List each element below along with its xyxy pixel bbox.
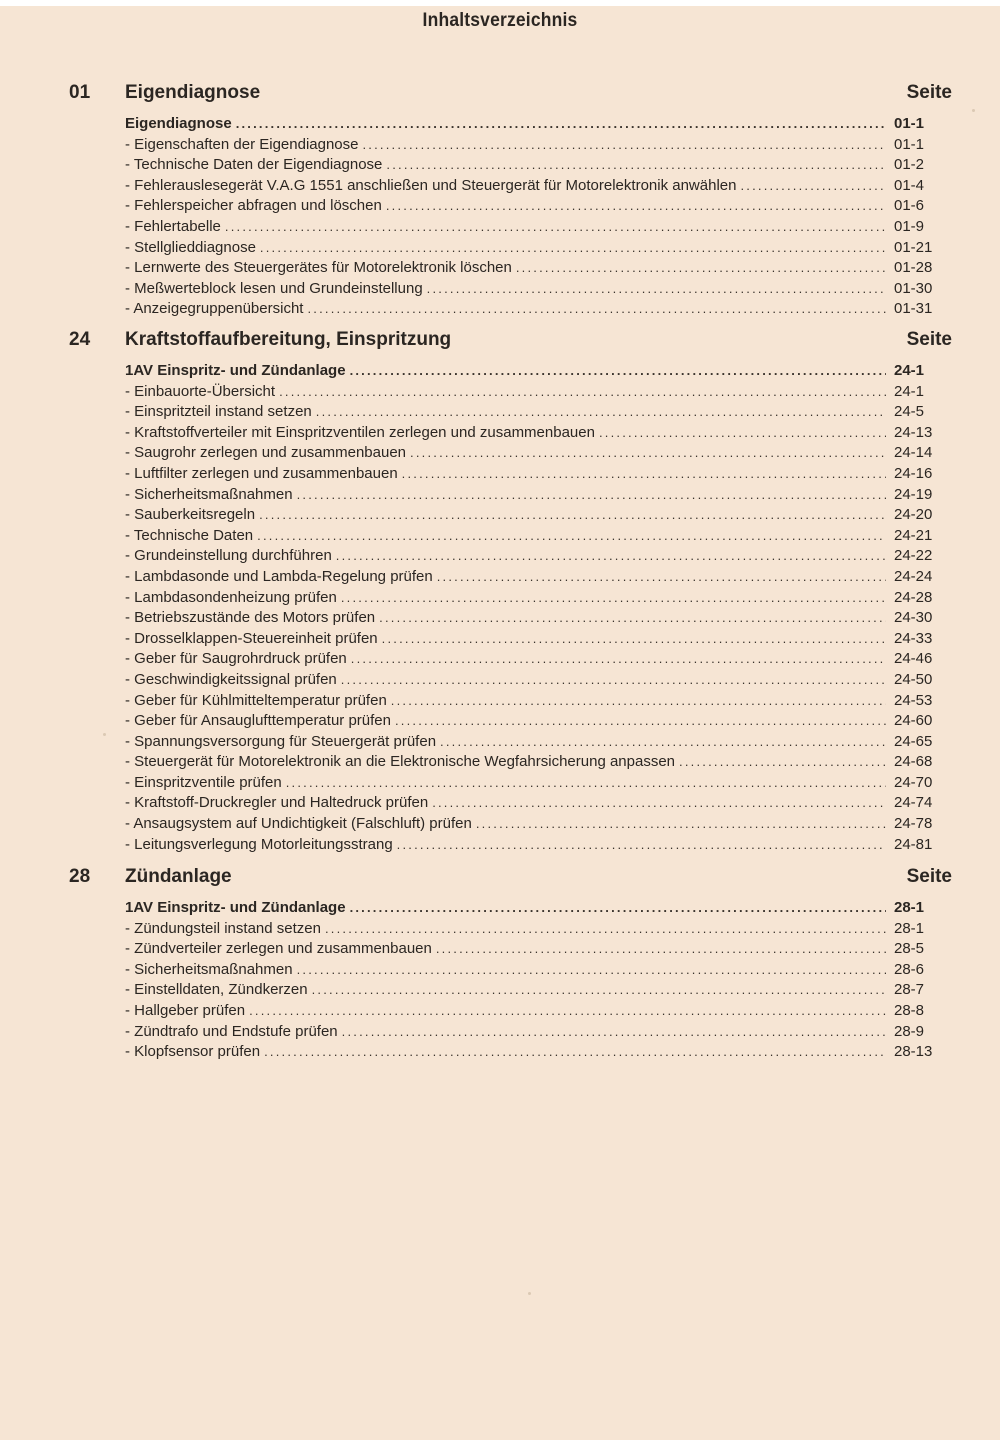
entry-label: - Lernwerte des Steuergerätes für Motorelektronik löschen <box>125 259 512 277</box>
toc-entry <box>125 135 948 156</box>
page-number: 24-78 <box>894 815 933 833</box>
page-number: 24-60 <box>894 712 933 730</box>
toc-entry <box>125 980 948 1001</box>
toc-entry <box>125 423 948 444</box>
paper-speck <box>103 733 106 736</box>
dot-leader <box>312 980 886 1001</box>
entry-label: - Fehlerauslesegerät V.A.G 1551 anschließen und Steuergerät für Motorelektronik anwählen <box>125 176 737 194</box>
page-number: 01-4 <box>894 176 925 194</box>
entry-label: - Sauberkeitsregeln <box>125 506 256 524</box>
toc-entry <box>125 835 948 856</box>
page-number: 01-2 <box>894 156 925 174</box>
page-number: 24-50 <box>894 670 933 688</box>
dot-leader <box>350 898 886 919</box>
entry-label: - Eigenschaften der Eigendiagnose <box>125 135 359 153</box>
section-title: Zündanlage <box>125 866 232 887</box>
page-number: 28-7 <box>894 981 925 999</box>
dot-leader <box>386 155 886 176</box>
page-number: 01-6 <box>894 197 925 215</box>
dot-leader <box>410 443 886 464</box>
dot-leader <box>350 361 886 382</box>
entry-label: - Zündtrafo und Endstufe prüfen <box>125 1022 338 1040</box>
toc-entries <box>0 361 1000 855</box>
toc-entry <box>125 176 948 197</box>
page-number: 24-1 <box>894 382 925 400</box>
entry-label: - Spannungsversorgung für Steuergerät prüfen <box>125 732 437 750</box>
toc-entry <box>125 960 948 981</box>
dot-leader <box>336 546 886 567</box>
dot-leader <box>363 135 887 156</box>
entry-label: - Grundeinstellung durchführen <box>125 547 332 565</box>
page-number: 24-28 <box>894 588 933 606</box>
entry-label: - Geschwindigkeitssignal prüfen <box>125 670 337 688</box>
toc-entry <box>125 629 948 650</box>
dot-leader <box>395 711 886 732</box>
toc-subheading <box>125 898 948 919</box>
dot-leader <box>740 176 886 197</box>
toc-entry <box>125 279 948 300</box>
entry-label: - Klopfsensor prüfen <box>125 1043 261 1061</box>
entry-label: - Geber für Saugrohrdruck prüfen <box>125 650 347 668</box>
entry-label: - Anzeigegruppenübersicht <box>125 300 304 318</box>
dot-leader <box>351 649 886 670</box>
page-number: 28-9 <box>894 1022 925 1040</box>
toc-entry <box>125 464 948 485</box>
entry-label: - Zündungsteil instand setzen <box>125 919 321 937</box>
entry-label: - Saugrohr zerlegen und zusammenbauen <box>125 444 407 462</box>
toc-entries <box>0 898 1000 1063</box>
dot-leader <box>341 670 886 691</box>
section-number: 28 <box>69 866 91 887</box>
toc-entry <box>125 443 948 464</box>
toc-entry <box>125 752 948 773</box>
section-header <box>0 866 1000 898</box>
dot-leader <box>679 752 886 773</box>
toc-entry <box>125 1001 948 1022</box>
dot-leader <box>316 402 886 423</box>
dot-leader <box>516 258 886 279</box>
page-number: 24-68 <box>894 753 933 771</box>
toc-entry <box>125 588 948 609</box>
dot-leader <box>249 1001 886 1022</box>
toc-entry <box>125 1042 948 1063</box>
seite-label: Seite <box>906 82 952 103</box>
dot-leader <box>382 629 886 650</box>
entry-label: Eigendiagnose <box>125 115 232 132</box>
entry-label: - Steuergerät für Motorelektronik an die Elektronische Wegfahrsicherung anpassen <box>125 753 676 771</box>
entry-label: - Einbauorte-Übersicht <box>125 382 276 400</box>
toc-entry <box>125 485 948 506</box>
page-number: 24-81 <box>894 835 933 853</box>
toc-entries <box>0 114 1000 320</box>
toc-entry <box>125 793 948 814</box>
paper-speck <box>972 109 975 112</box>
toc-entry <box>125 155 948 176</box>
dot-leader <box>397 835 886 856</box>
dot-leader <box>436 939 886 960</box>
page-number: 01-1 <box>894 135 925 153</box>
section-header <box>0 82 1000 114</box>
toc-entry <box>125 732 948 753</box>
entry-label: - Luftfilter zerlegen und zusammenbauen <box>125 464 398 482</box>
entry-label: - Kraftstoffverteiler mit Einspritzventilen zerlegen und zusammenbauen <box>125 423 595 441</box>
dot-leader <box>264 1042 886 1063</box>
page-number: 01-21 <box>894 238 933 256</box>
page-number: 24-19 <box>894 485 933 503</box>
toc-entry <box>125 939 948 960</box>
seite-label: Seite <box>906 329 952 350</box>
entry-label: - Kraftstoff-Druckregler und Haltedruck prüfen <box>125 794 429 812</box>
dot-leader <box>402 464 886 485</box>
page-number: 24-70 <box>894 773 933 791</box>
page-number: 01-1 <box>894 115 925 132</box>
document-page <box>0 6 1000 1440</box>
page-number: 24-16 <box>894 464 933 482</box>
page-number: 28-1 <box>894 899 925 916</box>
dot-leader <box>391 691 886 712</box>
page-number: 24-33 <box>894 629 933 647</box>
dot-leader <box>437 567 886 588</box>
toc-entry <box>125 1022 948 1043</box>
dot-leader <box>260 238 886 259</box>
entry-label: - Technische Daten der Eigendiagnose <box>125 156 383 174</box>
page-title: Inhaltsverzeichnis <box>422 10 578 31</box>
page-number: 01-30 <box>894 279 933 297</box>
dot-leader <box>297 960 886 981</box>
toc-entry <box>125 196 948 217</box>
dot-leader <box>225 217 886 238</box>
entry-label: - Einspritzventile prüfen <box>125 773 282 791</box>
page-number: 01-9 <box>894 217 925 235</box>
entry-label: - Lambdasondenheizung prüfen <box>125 588 337 606</box>
entry-label: - Sicherheitsmaßnahmen <box>125 960 293 978</box>
page-number: 28-8 <box>894 1001 925 1019</box>
entry-label: - Technische Daten <box>125 526 254 544</box>
section-title: Eigendiagnose <box>125 82 261 103</box>
toc-entry <box>125 526 948 547</box>
entry-label: - Lambdasonde und Lambda-Regelung prüfen <box>125 567 433 585</box>
toc-section-01 <box>0 82 1000 320</box>
toc-entry <box>125 546 948 567</box>
toc-entry <box>125 649 948 670</box>
dot-leader <box>279 382 886 403</box>
page-number: 24-74 <box>894 794 933 812</box>
seite-label: Seite <box>906 866 952 887</box>
dot-leader <box>476 814 886 835</box>
page-number: 24-22 <box>894 547 933 565</box>
toc-entry <box>125 814 948 835</box>
dot-leader <box>599 423 886 444</box>
page-number: 24-14 <box>894 444 933 462</box>
paper-speck <box>528 1292 531 1295</box>
page-number: 24-46 <box>894 650 933 668</box>
toc-entry <box>125 608 948 629</box>
dot-leader <box>307 299 886 320</box>
toc-entry <box>125 505 948 526</box>
entry-label: - Ansaugsystem auf Undichtigkeit (Falschluft) prüfen <box>125 815 472 833</box>
page-number: 28-1 <box>894 919 925 937</box>
entry-label: - Fehlertabelle <box>125 217 221 235</box>
entry-label: - Meßwerteblock lesen und Grundeinstellung <box>125 279 423 297</box>
page-number: 24-13 <box>894 423 933 441</box>
page-number: 28-6 <box>894 960 925 978</box>
page-number: 24-24 <box>894 567 933 585</box>
page-number: 28-13 <box>894 1043 933 1061</box>
entry-label: 1AV Einspritz- und Zündanlage <box>125 899 346 916</box>
toc-entry <box>125 238 948 259</box>
dot-leader <box>427 279 886 300</box>
toc-entry <box>125 402 948 423</box>
section-title: Kraftstoffaufbereitung, Einspritzung <box>125 329 452 350</box>
page-number: 28-5 <box>894 940 925 958</box>
page-number: 24-20 <box>894 506 933 524</box>
dot-leader <box>286 773 886 794</box>
entry-label: - Fehlerspeicher abfragen und löschen <box>125 197 382 215</box>
toc-entry <box>125 217 948 238</box>
dot-leader <box>379 608 886 629</box>
dot-leader <box>325 919 886 940</box>
toc-entry <box>125 382 948 403</box>
page-number: 24-21 <box>894 526 933 544</box>
section-number: 24 <box>69 329 91 350</box>
entry-label: - Zündverteiler zerlegen und zusammenbauen <box>125 940 432 958</box>
toc-entry <box>125 773 948 794</box>
toc-section-28 <box>0 866 1000 1063</box>
toc-entry <box>125 691 948 712</box>
toc-entry <box>125 919 948 940</box>
page-number: 24-30 <box>894 609 933 627</box>
toc-entry <box>125 711 948 732</box>
dot-leader <box>440 732 886 753</box>
entry-label: - Hallgeber prüfen <box>125 1001 246 1019</box>
toc-entry <box>125 670 948 691</box>
entry-label: - Leitungsverlegung Motorleitungsstrang <box>125 835 393 853</box>
page-number: 24-65 <box>894 732 933 750</box>
toc-subheading <box>125 114 948 135</box>
dot-leader <box>386 196 886 217</box>
section-number: 01 <box>69 82 91 103</box>
dot-leader <box>432 793 886 814</box>
entry-label: - Stellglieddiagnose <box>125 238 256 256</box>
dot-leader <box>259 505 886 526</box>
entry-label: - Einspritzteil instand setzen <box>125 403 312 421</box>
entry-label: - Sicherheitsmaßnahmen <box>125 485 293 503</box>
toc-subheading <box>125 361 948 382</box>
page-number: 24-53 <box>894 691 933 709</box>
entry-label: - Geber für Kühlmitteltemperatur prüfen <box>125 691 387 709</box>
toc-entry <box>125 567 948 588</box>
page-number: 01-31 <box>894 300 933 318</box>
entry-label: - Einstelldaten, Zündkerzen <box>125 981 308 999</box>
page-number: 24-5 <box>894 403 925 421</box>
dot-leader <box>297 485 886 506</box>
dot-leader <box>236 114 886 135</box>
dot-leader <box>342 1022 886 1043</box>
dot-leader <box>257 526 886 547</box>
entry-label: - Drosselklappen-Steuereinheit prüfen <box>125 629 378 647</box>
section-header <box>0 329 1000 361</box>
dot-leader <box>341 588 886 609</box>
entry-label: 1AV Einspritz- und Zündanlage <box>125 362 346 379</box>
toc-entry <box>125 258 948 279</box>
page-number: 24-1 <box>894 362 925 379</box>
entry-label: - Betriebszustände des Motors prüfen <box>125 609 376 627</box>
entry-label: - Geber für Ansauglufttemperatur prüfen <box>125 712 391 730</box>
toc-section-24 <box>0 329 1000 855</box>
toc-entry <box>125 299 948 320</box>
page-number: 01-28 <box>894 259 933 277</box>
